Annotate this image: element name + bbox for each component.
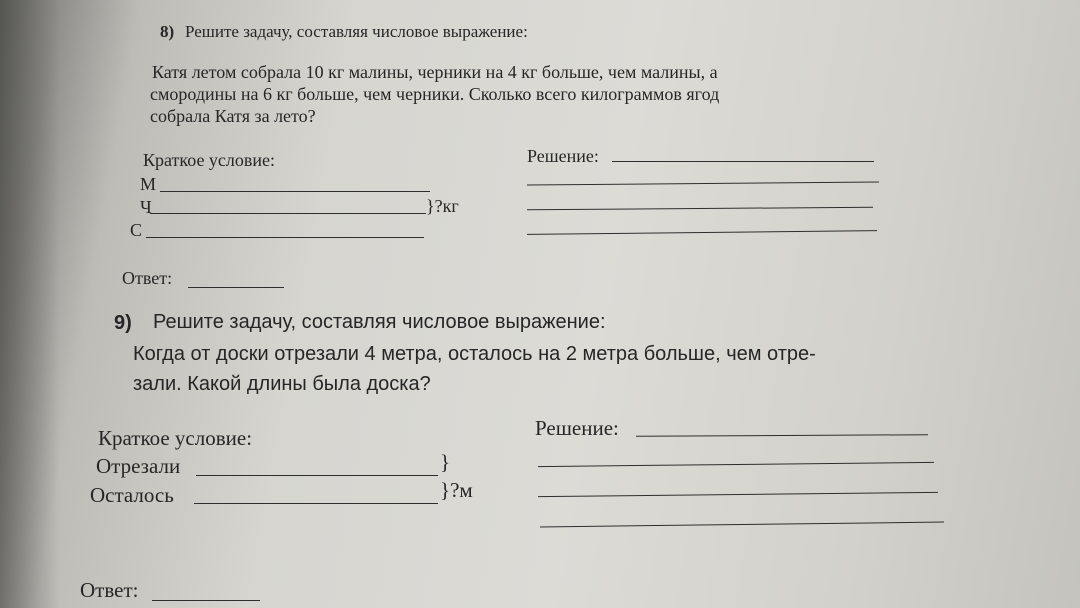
task-9-solution-line-2 bbox=[538, 462, 934, 467]
task-8-row-m: М bbox=[140, 174, 157, 194]
task-8-solution-label: Решение: bbox=[527, 146, 599, 166]
task-9-row-cut: Отрезали bbox=[96, 454, 181, 478]
task-8-condition-label: Краткое условие: bbox=[143, 150, 276, 170]
page-shadow bbox=[0, 0, 60, 608]
task-9-solution-label: Решение: bbox=[535, 416, 619, 440]
task-8-row-s: С bbox=[130, 220, 143, 240]
task-8-answer-line bbox=[188, 287, 284, 288]
task-9-solution-line-1 bbox=[636, 434, 928, 437]
task-9-brace-2: }?м bbox=[440, 478, 473, 502]
task-8-solution-line-4 bbox=[527, 230, 877, 235]
task-8-row-s-line bbox=[146, 237, 424, 238]
task-9-number: 9) bbox=[114, 312, 132, 334]
task-9-solution-line-3 bbox=[538, 492, 938, 497]
task-9-row-left: Осталось bbox=[90, 483, 174, 507]
task-9-answer-label: Ответ: bbox=[80, 578, 139, 602]
task-8-row-m-line bbox=[160, 191, 430, 192]
task-8-problem-line-3: собрала Катя за лето? bbox=[150, 106, 316, 126]
task-8-brace-total: }?кг bbox=[426, 196, 459, 216]
task-8-number: 8) bbox=[160, 22, 175, 41]
task-8-solution-line-2 bbox=[527, 181, 879, 185]
task-9-brace-1: } bbox=[440, 450, 451, 474]
task-9-condition-label: Краткое условие: bbox=[98, 426, 253, 450]
task-9-row-cut-line bbox=[196, 475, 438, 476]
task-9-heading: Решите задачу, составляя числовое выражение: bbox=[153, 311, 606, 333]
task-8-heading: Решите задачу, составляя числовое выражение: bbox=[185, 22, 528, 41]
task-9-problem-line-2: зали. Какой длины была доска? bbox=[133, 373, 431, 395]
task-9-problem-line-1: Когда от доски отрезали 4 метра, осталось на 2 метра больше, чем отре- bbox=[133, 343, 816, 365]
task-8-row-ch-line bbox=[150, 213, 426, 214]
task-9-solution-line-4 bbox=[540, 522, 944, 528]
task-8-solution-line-1 bbox=[612, 161, 874, 162]
task-8-answer-label: Ответ: bbox=[122, 268, 173, 288]
task-8-solution-line-3 bbox=[527, 207, 873, 210]
task-8-problem-line-1: Катя летом собрала 10 кг малины, черники на 4 кг больше, чем малины, а bbox=[152, 62, 718, 82]
task-9-row-left-line bbox=[194, 503, 438, 504]
task-9-answer-line bbox=[152, 600, 260, 601]
task-8-row-ch: Ч bbox=[140, 197, 152, 217]
task-8-problem-line-2: смородины на 6 кг больше, чем черники. Сколько всего килограммов ягод bbox=[150, 84, 720, 104]
